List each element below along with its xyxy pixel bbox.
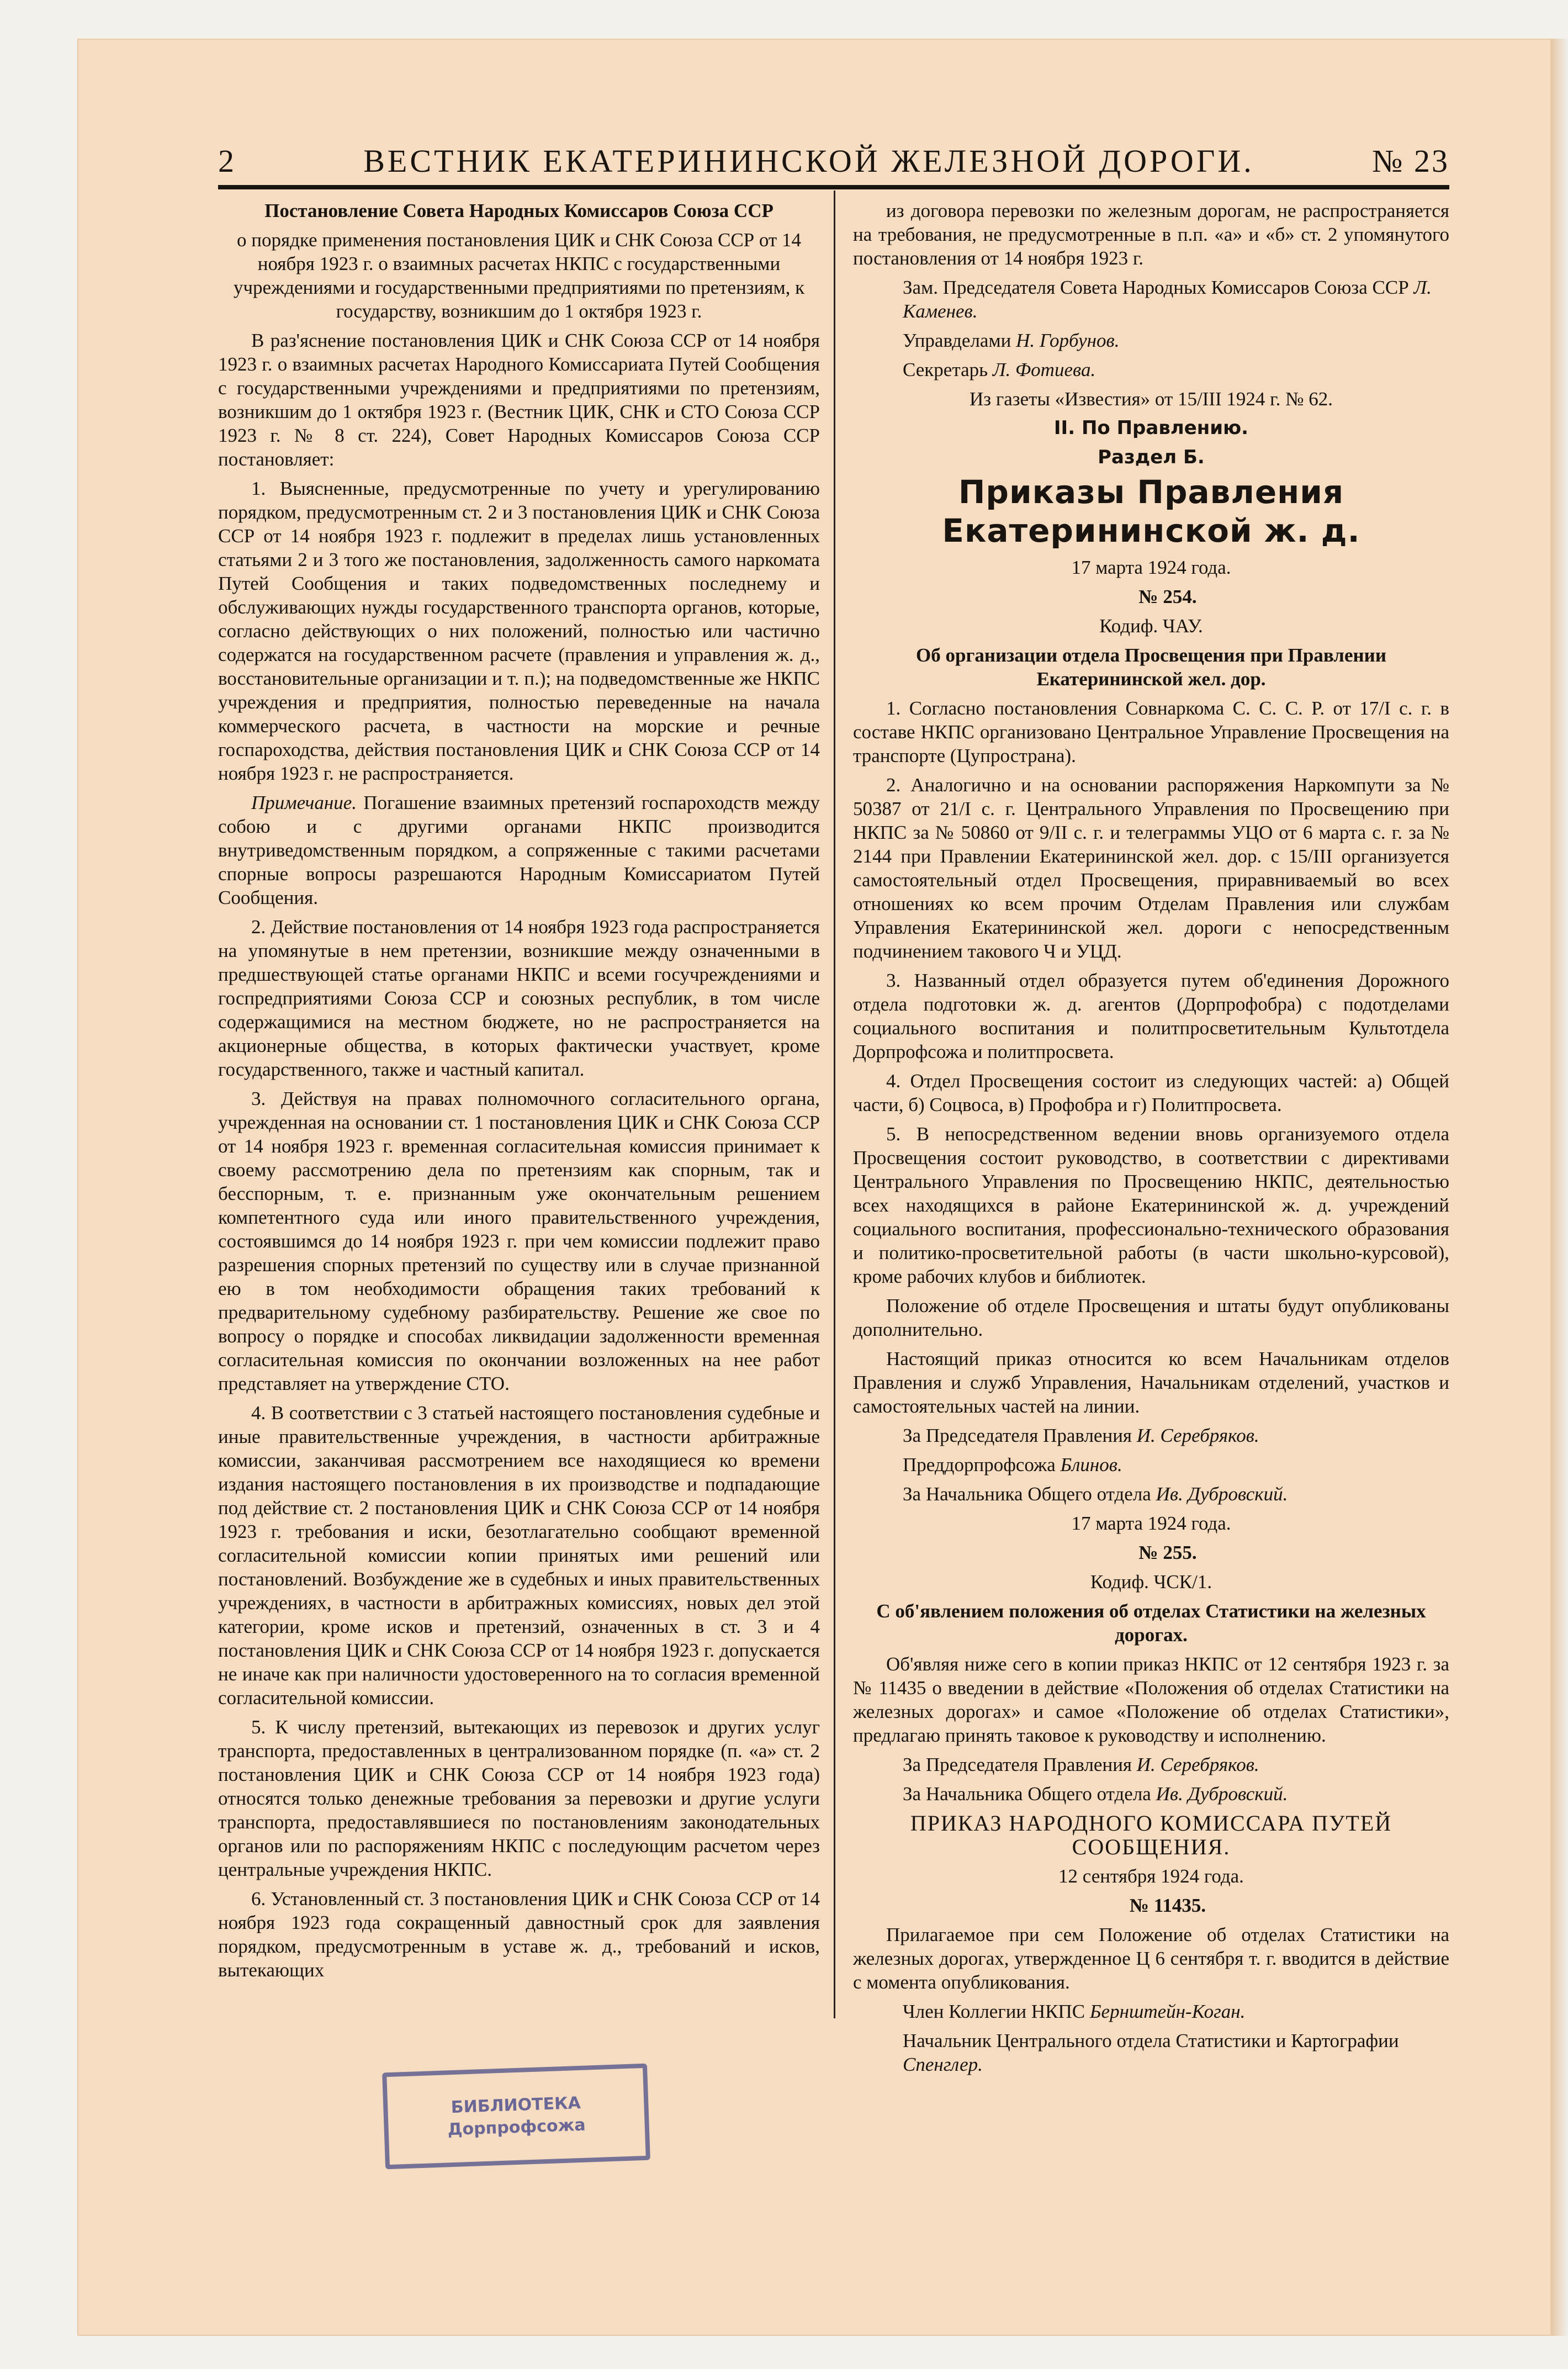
order-254-paragraph-3: 3. Названный отдел образуется путем об'единения Дорожного отдела подготовки ж. д. агентов (Дорпрофобра) с подотделами социального воспитания и политпросветительным Культотдела Дорпрофсожа и политпросвета. bbox=[853, 970, 1449, 1062]
order-254-date: 17 марта 1924 года. bbox=[1071, 557, 1231, 578]
decree-heading: Постановление Совета Народных Комиссаров Союза ССР bbox=[264, 200, 774, 221]
order-255-paragraph: Об'являя ниже сего в копии приказ НКПС от 12 сентября 1923 г. за № 11435 о введении в действие «Положения об отделах Статистики на железных дорогах» и самое «Положение об отделах Статистики», предлагаю принять таковое к руководству и исполнению. bbox=[853, 1653, 1449, 1746]
source-note: Из газеты «Известия» от 15/III 1924 г. № 62. bbox=[970, 388, 1333, 410]
signature-fotieva: Секретарь Л. Фотиева. bbox=[903, 359, 1096, 380]
nkps-order-number: № 11435. bbox=[1129, 1895, 1206, 1916]
nkps-order-date: 12 сентября 1924 года. bbox=[1058, 1865, 1244, 1887]
order-255-date: 17 марта 1924 года. bbox=[1071, 1513, 1231, 1534]
order-255-signature-2: За Начальника Общего отдела Ив. Дубровский. bbox=[903, 1783, 1288, 1805]
decree-continuation: из договора перевозки по железным дорогам, не распространяется на требования, не предусмотренные в п.п. «а» и «б» ст. 2 упомянутого постановления от 14 ноября 1923 г. bbox=[853, 200, 1449, 269]
decree-paragraph-6: 6. Установленный ст. 3 постановления ЦИК и СНК Союза ССР от 14 ноября 1923 года сокращенный давностный срок для заявления порядком, предусмотренным в уставе ж. д., требований и исков, вытекающих bbox=[218, 1888, 820, 1981]
order-255-codif: Кодиф. ЧСК/1. bbox=[1090, 1571, 1212, 1593]
order-254-signature-2: Преддорпрофсожа Блинов. bbox=[903, 1454, 1122, 1476]
order-254-paragraph-1: 1. Согласно постановления Совнаркома С. С. С. Р. от 17/I с. г. в составе НКПС организовано Центральное Управление Просвещения на транспорте (Цупространа). bbox=[853, 697, 1449, 766]
decree-subheading: о порядке применения постановления ЦИК и СНК Союза ССР от 14 ноября 1923 г. о взаимных расчетах НКПС с государственными учреждениями и государственными предприятиями по претензиям, к государству, возникшим до 1 октября 1923 г. bbox=[233, 229, 805, 322]
section-ii-heading: II. По Правлению. bbox=[1053, 417, 1249, 439]
decree-intro: В раз'яснение постановления ЦИК и СНК Союза ССР от 14 ноября 1923 г. о взаимных расчетах Народного Комиссариата Путей Сообщения с государственными учреждениями и предприятиями по претензиям, возникшим до 1 октября 1923 г. (Вестник ЦИК, СНК и СТО Союза ССР 1923 г. № 8 ст. 224), Совет Народных Комиссаров Союза ССР постановляет: bbox=[218, 330, 820, 470]
order-254-paragraph-4: 4. Отдел Просвещения состоит из следующих частей: а) Общей части, б) Соцвоса, в) Профобра и г) Политпросвета. bbox=[853, 1070, 1449, 1115]
right-column bbox=[853, 199, 1449, 2082]
order-254-paragraph-5: 5. В непосредственном ведении вновь организуемого отдела Просвещения состоит руководство, в соответствии с директивами Центрального Управления по Просвещению НКПС, деятельностью всех находящихся в районе Екатерининской ж. д. учреждений социального воспитания, профессионально-технического образования и политико-просветительной работы (в части школьно-курсовой), кроме рабочих клубов и библиотек. bbox=[853, 1123, 1449, 1287]
order-254-codif: Кодиф. ЧАУ. bbox=[1099, 615, 1203, 637]
column-divider bbox=[834, 191, 835, 2018]
signature-gorbunov: Управделами Н. Горбунов. bbox=[903, 330, 1120, 351]
orders-title: Приказы Правления Екатерининской ж. д. bbox=[942, 473, 1360, 549]
nkps-order-heading: ПРИКАЗ НАРОДНОГО КОМИССАРА ПУТЕЙ СООБЩЕНИЯ. bbox=[910, 1811, 1392, 1859]
newspaper-title: ВЕСТНИК ЕКАТЕРИНИНСКОЙ ЖЕЛЕЗНОЙ ДОРОГИ. bbox=[363, 143, 1254, 179]
note-label: Примечание. bbox=[251, 792, 357, 813]
order-254-number: № 254. bbox=[1138, 586, 1197, 607]
next-page-edge bbox=[1551, 39, 1568, 2336]
order-254-paragraph-2: 2. Аналогично и на основании распоряжения Наркомпути за № 50387 от 21/I с. г. Центрального Управления по Просвещению при НКПС за № 50860 от 9/II с. г. и телеграммы УЦО от 6 марта с. г. за № 2144 при Правлении Екатерининской жел. дор. с 15/III организуется самостоятельный отдел Просвещения, приравниваемый во всех отношениях ко всем прочим Отделам Правления или службам Управления Екатерининской жел. дороги с непосредственным подчинением такового Ч и УЦД. bbox=[853, 774, 1449, 962]
decree-paragraph-5: 5. К числу претензий, вытекающих из перевозок и других услуг транспорта, предоставленных в централизованном порядке (п. «а» ст. 2 постановления ЦИК и СНК Союза ССР от 14 ноября 1923 года) относятся только денежные требования за перевозки и другие услуги транспорта, предоставлявшиеся по постановлениям законодательных органов или по распоряжениям НКПС с последующим расчетом через центральные учреждения НКПС. bbox=[218, 1716, 820, 1880]
decree-paragraph-2: 2. Действие постановления от 14 ноября 1923 года распространяется на упомянутые в нем претензии, возникшие между означенными в предшествующей статье органами НКПС и всеми госучреждениями и госпредприятиями Союза ССР и союзных республик, в том числе содержащимися на местном бюджете, но не распространяется на акционерные общества, в которых фактически участвует, кроме государственного, также и частный капитал. bbox=[218, 916, 820, 1080]
order-255-number: № 255. bbox=[1138, 1542, 1197, 1563]
header-rule bbox=[218, 185, 1449, 189]
note-text: Погашение взаимных претензий госпароходств между собою и с другими органами НКПС производится внутриведомственным порядком, а сопряженные с такими расчетами спорные вопросы разрешаются Народным Комиссариатом Путей Сообщения. bbox=[218, 792, 820, 908]
library-stamp: БИБЛИОТЕКА Дорпрофсожа bbox=[382, 2064, 650, 2170]
nkps-order-signature-2: Начальник Центрального отдела Статистики и Картографии Спенглер. bbox=[903, 2030, 1399, 2075]
order-255-signature-1: За Председателя Правления И. Серебряков. bbox=[903, 1754, 1259, 1775]
page-number: 2 bbox=[218, 143, 234, 179]
issue-number: № 23 bbox=[1372, 143, 1449, 179]
order-254-signature-1: За Председателя Правления И. Серебряков. bbox=[903, 1425, 1259, 1446]
left-column bbox=[218, 199, 820, 1987]
order-254-paragraph-6: Положение об отделе Просвещения и штаты будут опубликованы дополнительно. bbox=[853, 1295, 1449, 1340]
nkps-order-signature-1: Член Коллегии НКПС Бернштейн-Коган. bbox=[903, 2001, 1246, 2022]
section-b-heading: Раздел Б. bbox=[1098, 446, 1205, 468]
order-254-paragraph-7: Настоящий приказ относится ко всем Начальникам отделов Правления и служб Управления, Начальникам отделений, участков и самостоятельных частей на линии. bbox=[853, 1348, 1449, 1417]
decree-paragraph-4: 4. В соответствии с 3 статьей настоящего постановления судебные и иные правительственные учреждения, в частности арбитражные комиссии, заканчивая рассмотрением все находящиеся ко времени издания настоящего постановления в их производстве и подпадающие под действие ст. 2 постановления ЦИК и СНК Союза ССР от 14 ноября 1923 г. требования и иски, безотлагательно сообщают временной согласительной комиссии копии принятых ими решений или постановлений. Возбуждение же в судебных и иных правительственных учреждениях, в частности в арбитражных комиссиях, новых дел этой категории, кроме исков и претензий, означенных в ст. 3 и 4 постановления ЦИК и СНК Союза ССР от 14 ноября 1923 г. допускается не иначе как при наличности удостоверенного на то согласия временной согласительной комиссии. bbox=[218, 1402, 820, 1709]
order-255-title: С об'явлением положения об отделах Статистики на железных дорогах. bbox=[876, 1600, 1426, 1646]
decree-note bbox=[218, 791, 820, 909]
page-header bbox=[218, 142, 1449, 181]
decree-paragraph-3: 3. Действуя на правах полномочного согласительного органа, учрежденная на основании ст. 1 постановления ЦИК и СНК Союза ССР от 14 ноября 1923 г. временная согласительная комиссия принимает к своему рассмотрению дела по претензиям как спорным, так и бесспорным, т. е. признанным уже окончательным решением компетентного суда или иного правительственного учреждения, состоявшимся до 14 ноября 1923 г. при чем комиссии подлежит право разрешения спорных претензий по существу или в случае признанной ею в том необходимости обращения таких требований к предварительному судебному разбирательству. Решение же свое по вопросу о порядке и способах ликвидации задолженности временная согласительная комиссия по окончании возложенных на нее работ представляет на утверждение СТО. bbox=[218, 1088, 820, 1394]
signature-kamenev: Зам. Председателя Совета Народных Комиссаров Союза ССР Л. Каменев. bbox=[903, 277, 1432, 322]
nkps-order-paragraph: Прилагаемое при сем Положение об отделах Статистики на железных дорогах, утвержденное Ц 6 сентября т. г. вводится в действие с момента опубликования. bbox=[853, 1924, 1449, 1993]
decree-paragraph-1: 1. Выясненные, предусмотренные по учету и урегулированию порядком, предусмотренным ст. 2 и 3 постановления ЦИК и СНК Союза ССР от 14 ноября 1923 г. подлежит в пределах лишь установленных статьями 2 и 3 того же постановления, задолженность самого наркомата Путей Сообщения и таких подведомственных последнему и обслуживающих нужды государственного транспорта органов, которые, согласно действующих о них положений, полностью или частично содержатся на государственном расчете (правления и управления ж. д., восстановительные организации и т. п.); на подведомственные же НКПС учреждения и предприятия, полностью переведенные на начала коммерческого расчета, в частности на морские и речные госпароходства, действия постановления ЦИК и СНК Союза ССР от 14 ноября 1923 г. не распространяется. bbox=[218, 478, 820, 784]
order-254-title: Об организации отдела Просвещения при Правлении Екатерининской жел. дор. bbox=[916, 644, 1386, 690]
order-254-signature-3: За Начальника Общего отдела Ив. Дубровский. bbox=[903, 1483, 1288, 1505]
